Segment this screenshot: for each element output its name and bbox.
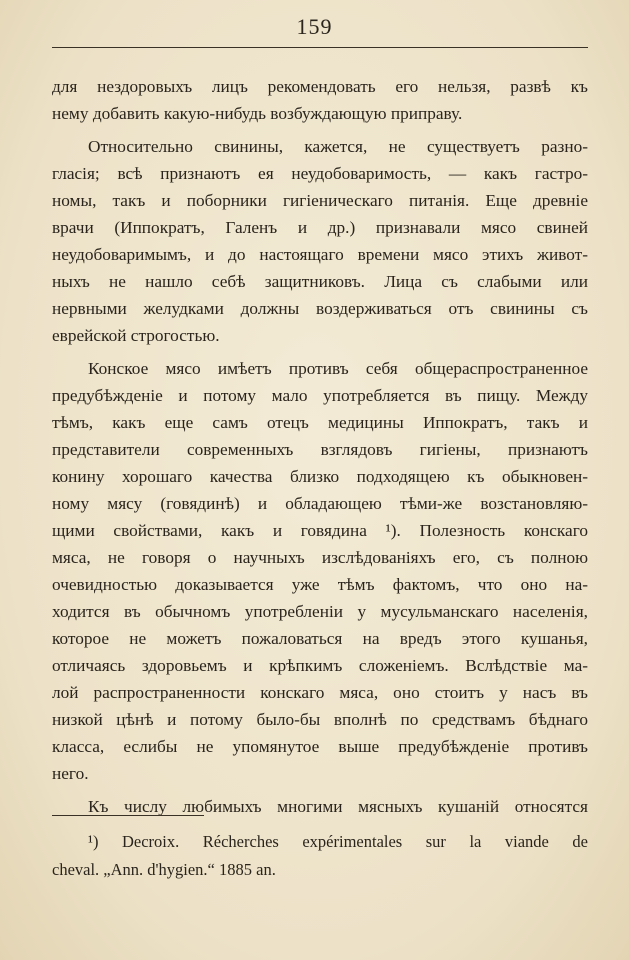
text-line: нему добавить какую-нибудь возбуждающую приправу. — [52, 104, 463, 123]
footnote-line: ¹) Decroix. Récherches expérimentales sur la viande de — [88, 832, 588, 851]
text-line: отличаясь здоровьемъ и крѣпкимъ сложеніемъ. Вслѣдствіе ма- — [52, 656, 588, 675]
text-line: очевидностью доказывается уже тѣмъ фактомъ, что оно на- — [52, 575, 588, 594]
text-line: представители современныхъ взглядовъ гигіены, признаютъ — [52, 440, 588, 459]
text-line: неудобоваримымъ, и до настоящаго времени мясо этихъ живот- — [52, 245, 588, 264]
text-line: нервными желудками должны воздерживаться отъ свинины съ — [52, 299, 588, 318]
footnote-line: cheval. „Ann. d'hygien.“ 1885 an. — [52, 860, 276, 879]
text-line: гласія; всѣ признаютъ ея неудобоваримость, — какъ гастро- — [52, 164, 588, 183]
text-line: ныхъ не нашло себѣ защитниковъ. Лица съ слабыми или — [52, 272, 588, 291]
text-line: низкой цѣнѣ и потому было-бы вполнѣ по средствамъ бѣднаго — [52, 710, 588, 729]
text-line: Къ числу любимыхъ многими мясныхъ кушаній относятся — [88, 797, 588, 816]
text-line: которое не можетъ пожаловаться на вредъ этого кушанья, — [52, 629, 588, 648]
text-line: класса, еслибы не упомянутое выше предубѣжденіе противъ — [52, 737, 588, 756]
footnote-rule — [52, 815, 204, 816]
text-line: для нездоровыхъ лицъ рекомендовать его нельзя, развѣ къ — [52, 77, 588, 96]
text-line: лой распространенности конскаго мяса, оно стоитъ у насъ въ — [52, 683, 588, 702]
text-line: него. — [52, 764, 89, 783]
text-line: врачи (Иппократъ, Галенъ и др.) признавали мясо свиней — [52, 218, 588, 237]
text-line: Конское мясо имѣетъ противъ себя общераспространенное — [88, 359, 588, 378]
text-line: ному мясу (говядинѣ) и обладающею тѣми-же возстановляю- — [52, 494, 588, 513]
header-rule — [52, 47, 588, 48]
text-line: щими свойствами, какъ и говядина ¹). Полезность конскаго — [52, 521, 588, 540]
text-line: предубѣжденіе и потому мало употребляется въ пищу. Между — [52, 386, 588, 405]
text-line: мяса, не говоря о научныхъ изслѣдованіяхъ его, съ полною — [52, 548, 588, 567]
text-line: номы, такъ и поборники гигіеническаго питанія. Еще древніе — [52, 191, 588, 210]
text-line: еврейской строгостью. — [52, 326, 220, 345]
text-line: тѣмъ, какъ еще самъ отецъ медицины Иппократъ, такъ и — [52, 413, 588, 432]
text-line: Относительно свинины, кажется, не существуетъ разно- — [88, 137, 588, 156]
footnote — [52, 828, 588, 884]
page-number: 159 — [296, 14, 333, 39]
text-line: ходится въ обычномъ употребленіи у мусульманскаго населенія, — [52, 602, 588, 621]
text-line: конину хорошаго качества близко подходящею къ обыкновен- — [52, 467, 588, 486]
body-text — [52, 73, 588, 820]
